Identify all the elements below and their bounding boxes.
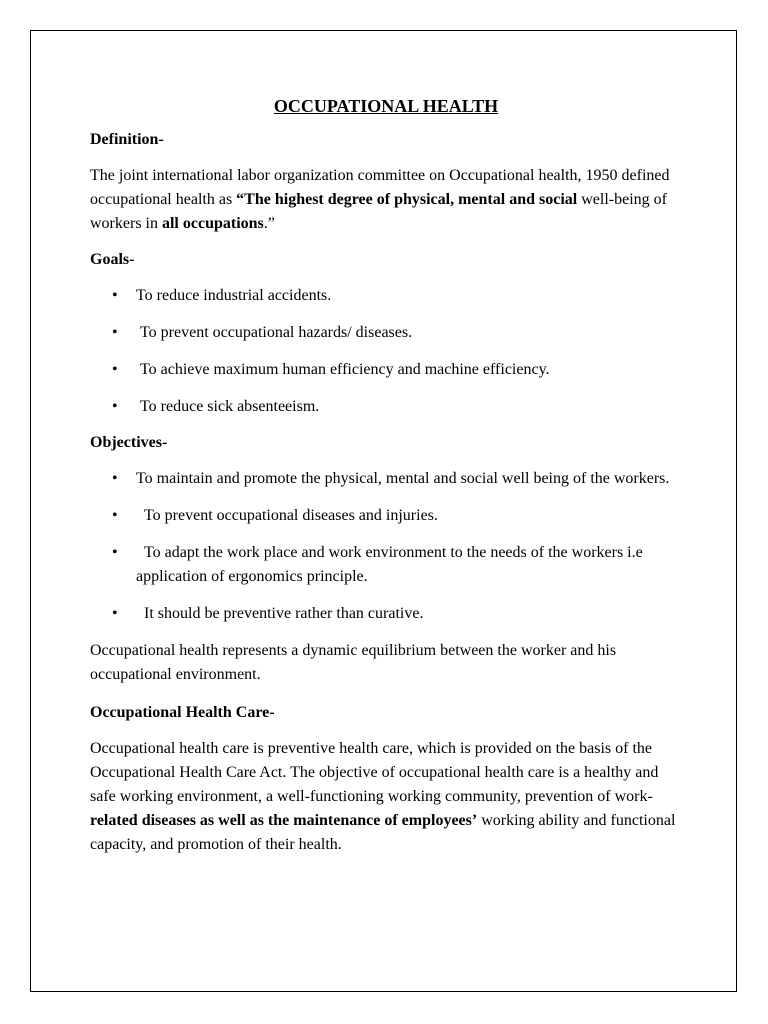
health-care-text-1: Occupational health care is preventive health care, which is provided on the basis of the Occupational Health Care Act. The objective of occupational health care is a healthy and safe working environment, a well-functioning working community, prevention of work- — [90, 740, 659, 805]
definition-heading: Definition- — [90, 131, 164, 148]
health-care-heading: Occupational Health Care- — [90, 704, 275, 721]
objective-text: To maintain and promote the physical, mental and social well being of the workers. — [136, 470, 670, 487]
list-item — [90, 541, 682, 589]
definition-text-3: .” — [263, 215, 275, 232]
list-item — [90, 284, 682, 308]
list-item — [90, 602, 682, 626]
health-care-text-2: working ability and functional capacity, and promotion of their health. — [90, 812, 676, 853]
list-item — [90, 395, 682, 419]
goal-text: To achieve maximum human efficiency and machine efficiency. — [140, 361, 550, 378]
list-item — [90, 321, 682, 345]
list-item — [90, 467, 682, 491]
goal-text: To reduce industrial accidents. — [136, 287, 332, 304]
definition-quote-bold: “The highest degree of physical, mental and social — [236, 191, 578, 208]
definition-all-occupations: all occupations — [161, 215, 264, 232]
objectives-list — [90, 467, 682, 626]
health-care-bold-text: related diseases as well as the maintenance of employees’ — [90, 812, 478, 829]
definition-paragraph — [90, 164, 682, 236]
goals-heading: Goals- — [90, 251, 135, 268]
bullet-icon: • — [112, 324, 118, 341]
page-title: OCCUPATIONAL HEALTH — [273, 96, 499, 116]
bullet-icon: • — [112, 470, 118, 487]
goals-list — [90, 284, 682, 419]
list-item — [90, 504, 682, 528]
bullet-icon: • — [112, 398, 118, 415]
objective-text: To adapt the work place and work environment to the needs of the workers i.e application of ergonomics principle. — [136, 544, 643, 585]
bullet-icon: • — [112, 361, 118, 378]
bullet-icon: • — [112, 605, 118, 622]
objective-text: To prevent occupational diseases and injuries. — [144, 507, 438, 524]
definition-text-1: The joint international labor organization committee on Occupational health, 1950 defined occupational health as — [90, 167, 670, 208]
bullet-icon: • — [112, 544, 118, 561]
list-item — [90, 358, 682, 382]
goal-text: To reduce sick absenteeism. — [140, 398, 320, 415]
document-content — [90, 92, 682, 857]
health-care-paragraph — [90, 737, 682, 857]
objective-text: It should be preventive rather than curative. — [144, 605, 424, 622]
bullet-icon: • — [112, 287, 118, 304]
summary-paragraph: Occupational health represents a dynamic equilibrium between the worker and his occupational environment. — [90, 642, 617, 683]
bullet-icon: • — [112, 507, 118, 524]
definition-text-2: well-being of workers in — [90, 191, 667, 232]
objectives-heading: Objectives- — [90, 434, 168, 451]
goal-text: To prevent occupational hazards/ diseases. — [140, 324, 413, 341]
